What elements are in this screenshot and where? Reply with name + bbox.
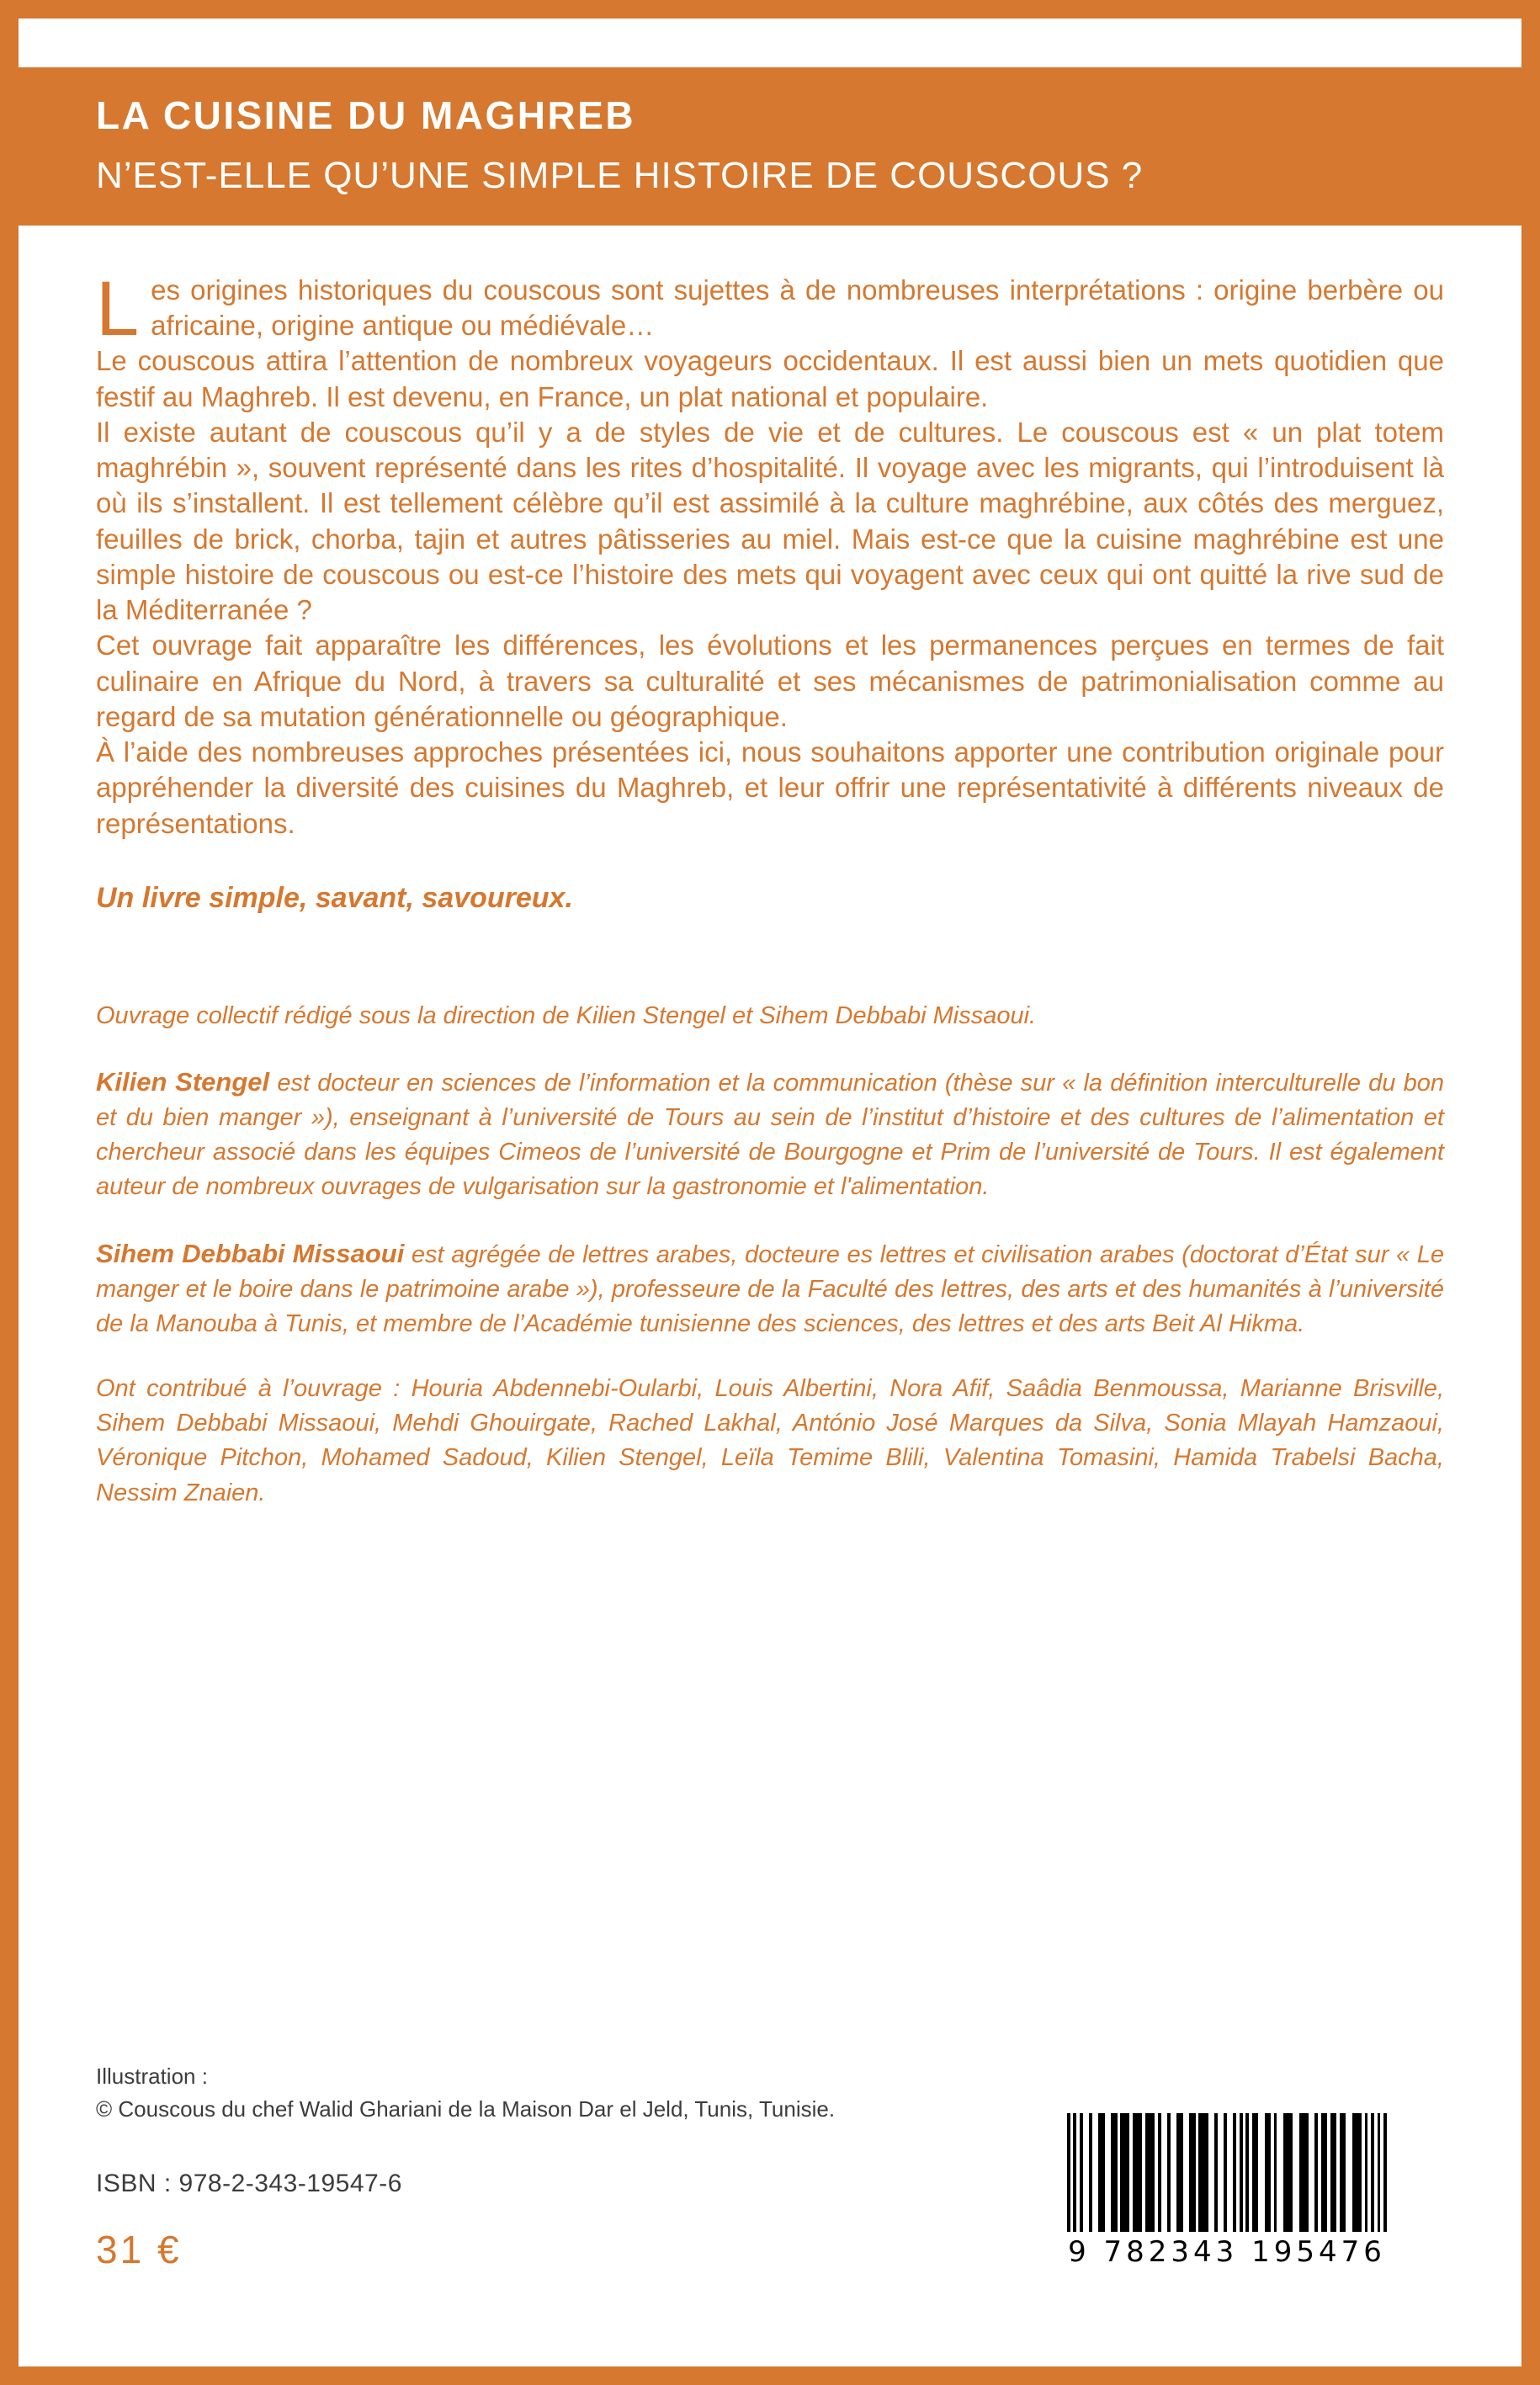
- barcode-bar: [1133, 2113, 1142, 2232]
- book-subtitle: N’EST-ELLE QU’UNE SIMPLE HISTOIRE DE COUSCOUS ?: [96, 155, 1144, 196]
- paragraph-voyageurs: Le couscous attira l’attention de nombreux voyageurs occidentaux. Il est aussi bien un mets quotidien que festif au Maghreb. Il est devenu, en France, un plat national et populaire.: [96, 345, 1444, 412]
- author-name: Kilien Stengel: [96, 1066, 270, 1097]
- barcode-bar: [1340, 2113, 1346, 2232]
- barcode-bars-icon: [1067, 2113, 1387, 2232]
- barcode-gap: [1309, 2113, 1314, 2232]
- author-bio-text: est agrégée de lettres arabes, docteure es lettres et civilisation arabes (doctorat d’État sur « Le manger et le boire dans le patrimoine arabe »), professeure de la Faculté des lettres, des arts et des humanités à l’université de la Manouba à Tunis, et membre de l’Académie tunisienne des sciences, des lettres et des arts Beit Al Hikma.: [96, 1240, 1444, 1337]
- barcode-gap: [1218, 2113, 1224, 2232]
- barcode-bar: [1176, 2113, 1182, 2232]
- barcode-bar: [1330, 2113, 1336, 2232]
- illustration-label: Illustration :: [96, 2064, 208, 2089]
- barcode-gap: [1161, 2113, 1167, 2232]
- barcode-gap: [1227, 2113, 1233, 2232]
- barcode: [1059, 2108, 1395, 2272]
- paragraph-origins-text: es origines historiques du couscous sont sujettes à de nombreuses interprétations : origine berbère ou africaine, origine antique ou médiévale…: [151, 274, 1444, 342]
- author-bio-text: est docteur en sciences de l’information et la communication (thèse sur « la définition interculturelle du bon et du bien manger »), enseignant à l’université de Tours au sein de l’institut d’histoire et des cultures de l’alimentation et chercheur associé dans les équipes Cimeos de l’université de Bourgogne et Prim de l’université de Tours. Il est également auteur de nombreux ouvrages de vulgarisation sur la gastronomie et l'alimentation.: [96, 1069, 1445, 1201]
- barcode-gap: [1208, 2113, 1214, 2232]
- barcode-gap: [1083, 2113, 1089, 2232]
- barcode-gap: [1183, 2113, 1189, 2232]
- barcode-bar: [1383, 2113, 1387, 2232]
- paragraph-approches: À l’aide des nombreuses approches présentées ici, nous souhaitons apporter une contribution originale pour appréhender la diversité des cuisines du Maghreb, et leur offrir une représentativité à différents niveaux de représentations.: [96, 736, 1444, 839]
- barcode-gap: [1346, 2113, 1351, 2232]
- paragraph-ouvrage: Cet ouvrage fait apparaître les différences, les évolutions et les permanences perçues en termes de fait culinaire en Afrique du Nord, à travers sa culturalité et ses mécanismes de patrimonialisation comme au regard de sa mutation générationnelle ou géographique.: [96, 629, 1444, 732]
- barcode-gap: [1293, 2113, 1298, 2232]
- barcode-gap: [1258, 2113, 1264, 2232]
- barcode-number: 9 782343 195476: [1068, 2235, 1386, 2269]
- barcode-bar: [1252, 2113, 1258, 2232]
- author-bio-sihem-debbabi: [96, 1235, 1444, 1342]
- dropcap-letter: L: [96, 266, 140, 352]
- barcode-bar: [1098, 2113, 1104, 2232]
- barcode-gap: [1171, 2113, 1176, 2232]
- paragraph-origins: [96, 266, 1444, 352]
- contributors-list: Ont contribué à l’ouvrage : Houria Abdennebi-Oularbi, Louis Albertini, Nora Afif, Saâdia Benmoussa, Marianne Brisville, Sihem Debbabi Missaoui, Mehdi Ghouirgate, Rached Lakhal, António José Marques da Silva, Sonia Mlayah Hamzaoui, Véronique Pitchon, Mohamed Sadoud, Kilien Stengel, Leïla Temime Blili, Valentina Tomasini, Hamida Trabelsi Bacha, Nessim Znaien.: [96, 1375, 1444, 1506]
- author-bio-kilien-stengel: [96, 1064, 1444, 1205]
- barcode-gap: [1277, 2113, 1282, 2232]
- barcode-bar: [1265, 2113, 1271, 2232]
- barcode-bar: [1189, 2113, 1195, 2232]
- barcode-bar: [1120, 2113, 1129, 2232]
- direction-line: Ouvrage collectif rédigé sous la direction de Kilien Stengel et Sihem Debbabi Missaoui.: [96, 1001, 1037, 1029]
- price: 31 €: [96, 2228, 182, 2271]
- barcode-gap: [1105, 2113, 1111, 2232]
- barcode-bar: [1299, 2113, 1309, 2232]
- barcode-bar: [1352, 2113, 1362, 2232]
- synopsis: [19, 266, 1521, 915]
- barcode-bar: [1283, 2113, 1293, 2232]
- tagline: Un livre simple, savant, savoureux.: [96, 881, 573, 914]
- author-name: Sihem Debbabi Missaoui: [96, 1238, 405, 1268]
- footer-block: [96, 2064, 835, 2272]
- book-title: LA CUISINE DU MAGHREB: [96, 93, 636, 137]
- barcode-bar: [1321, 2113, 1327, 2232]
- paragraph-totem: Il existe autant de couscous qu’il y a de styles de vie et de cultures. Le couscous est « un plat totem maghrébin », souvent représenté dans les rites d’hospitalité. Il voyage avec les migrants, qui l’introduisent là où ils s’installent. Il est tellement célèbre qu’il est assimilé à la culture maghrébine, aux côtés des merguez, feuilles de brick, chorba, tajin et autres pâtisseries au miel. Mais est-ce que la cuisine maghrébine est une simple histoire de couscous ou est-ce l’histoire des mets qui voyagent avec ceux qui ont quitté la rive sud de la Méditerranée ?: [96, 416, 1444, 626]
- barcode-bar: [1111, 2113, 1117, 2232]
- isbn: ISBN : 978-2-343-19547-6: [96, 2170, 402, 2197]
- illustration-credit: © Couscous du chef Walid Ghariani de la Maison Dar el Jeld, Tunis, Tunisie.: [96, 2096, 836, 2122]
- barcode-bar: [1198, 2113, 1208, 2232]
- title-band: [19, 67, 1521, 226]
- credits-section: [19, 999, 1521, 1511]
- barcode-gap: [1092, 2113, 1098, 2232]
- barcode-bar: [1145, 2113, 1155, 2232]
